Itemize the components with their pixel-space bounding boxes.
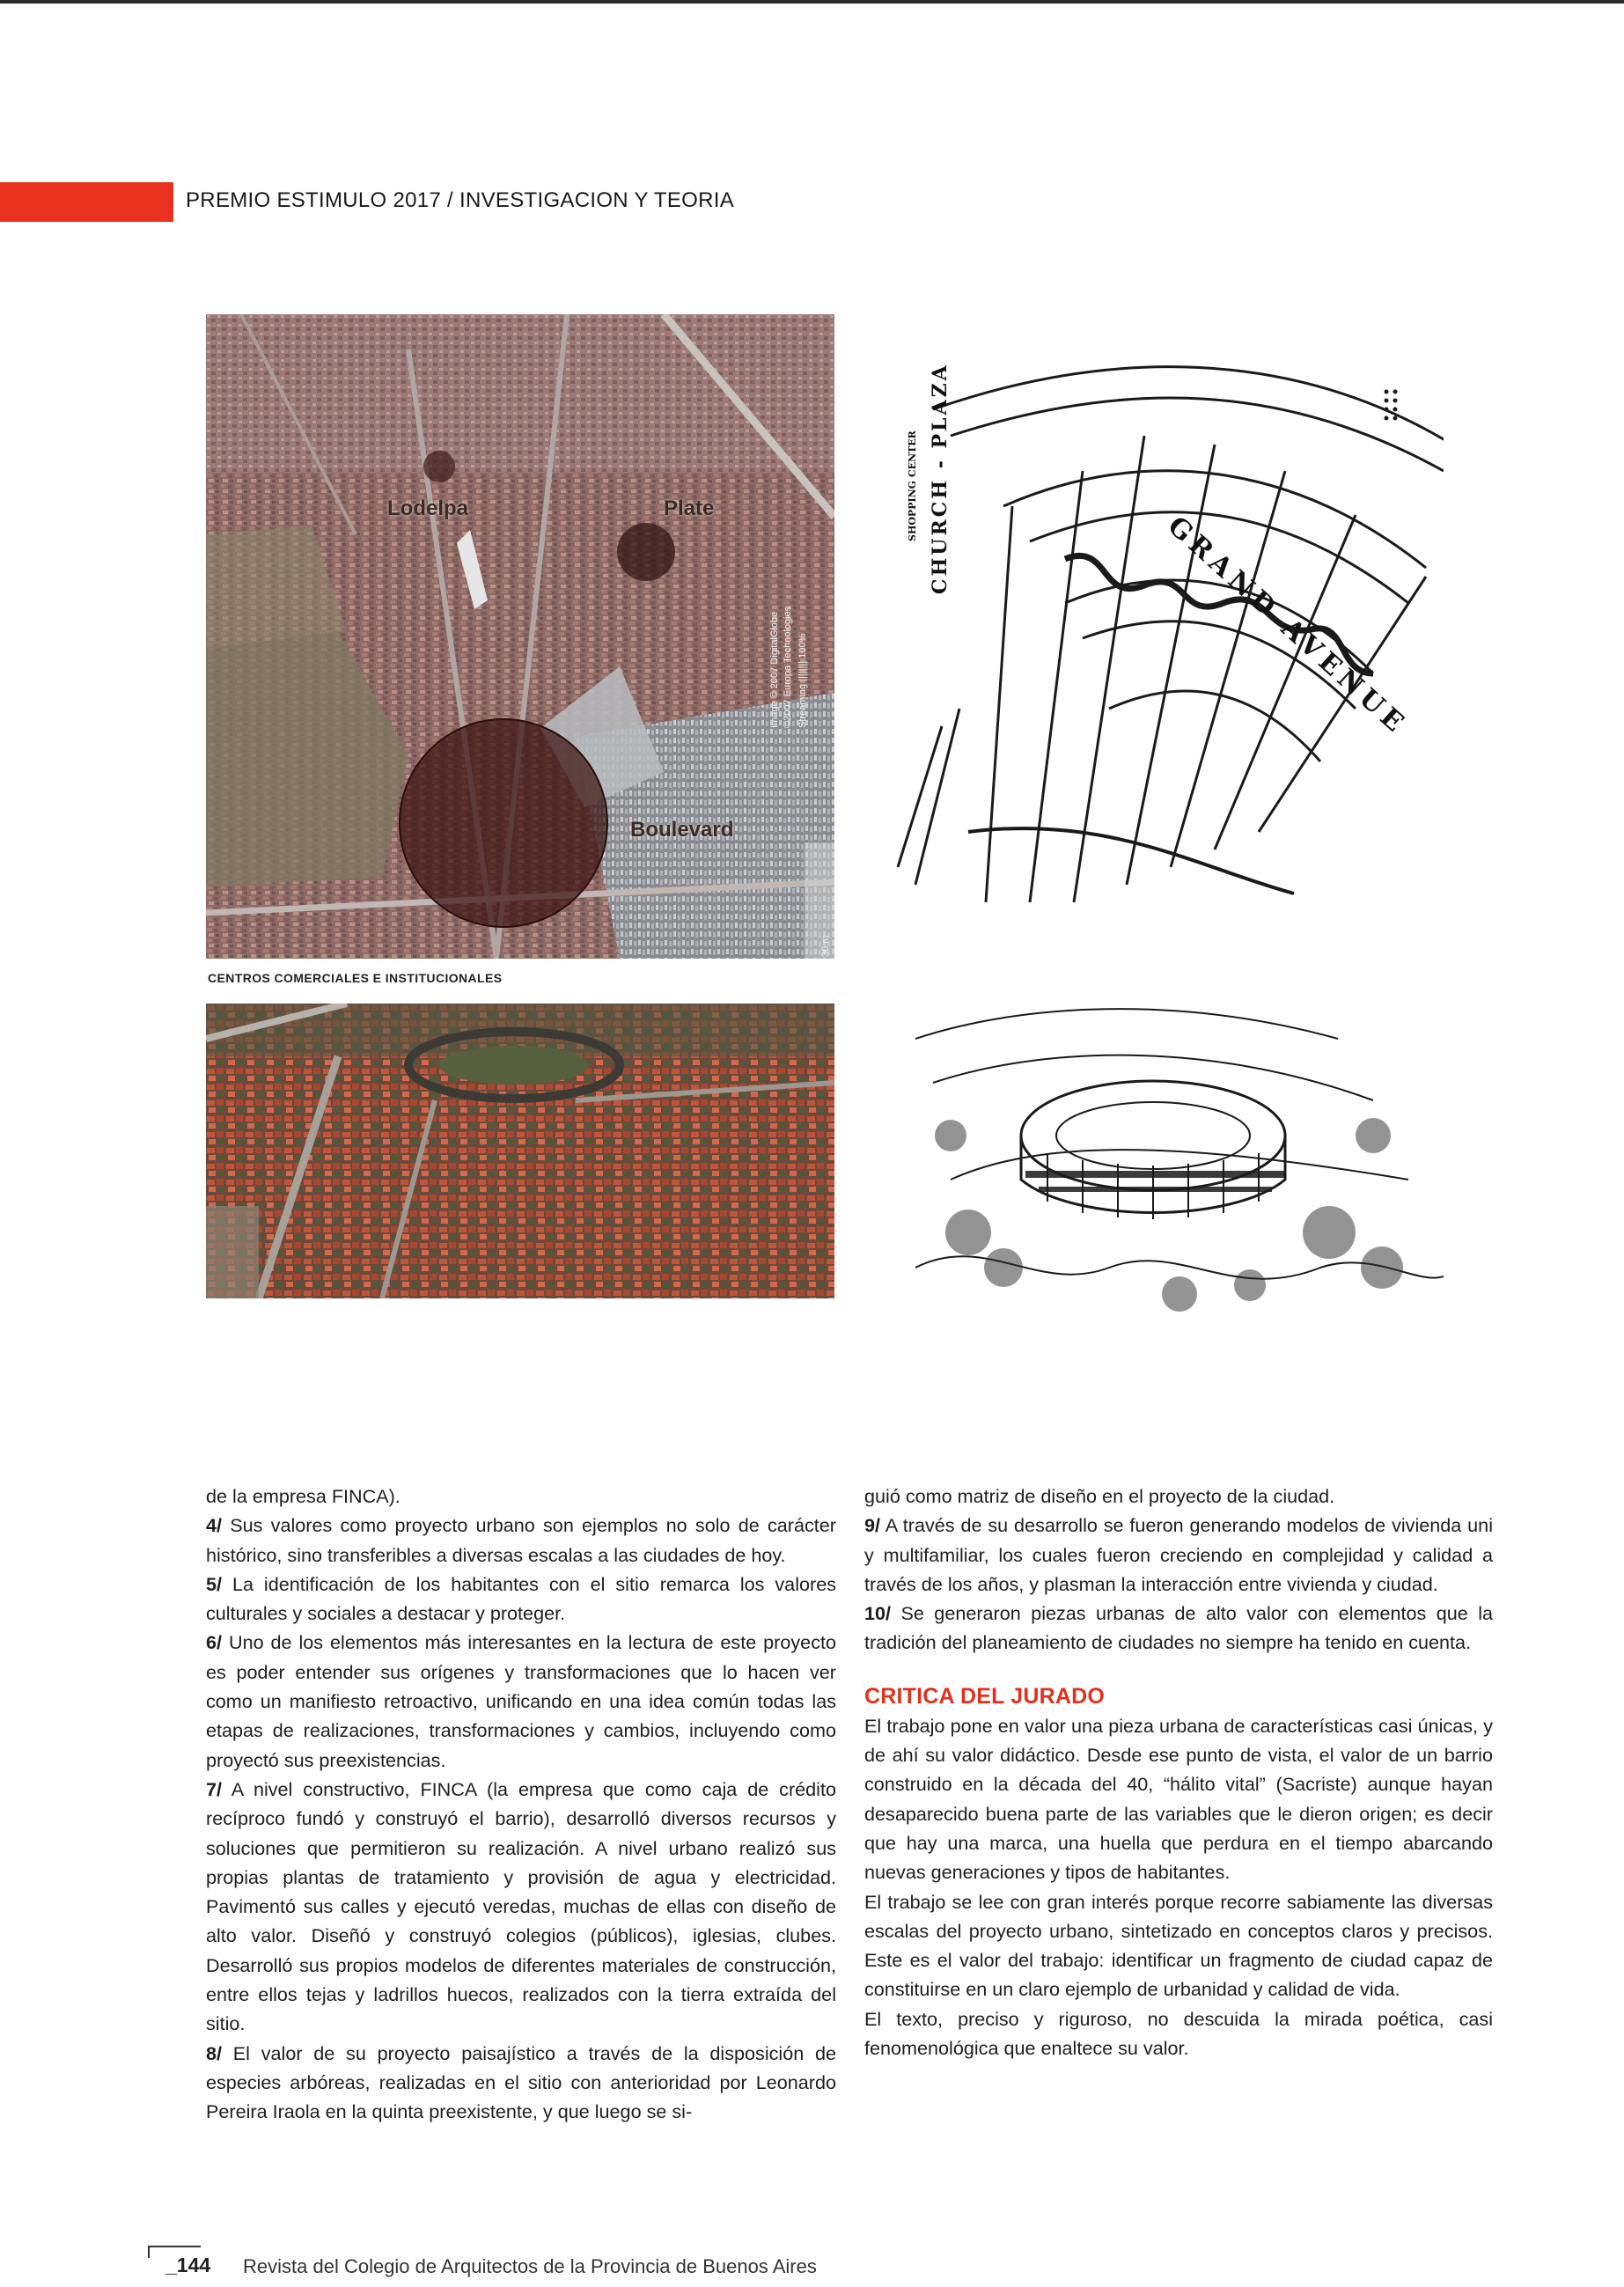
item-number: 7/ <box>206 1777 223 1800</box>
folio-tick <box>148 2246 150 2258</box>
paragraph-item-7 <box>206 1775 836 2039</box>
aerial-oblique-image <box>206 1004 834 1298</box>
folio-rule <box>148 2246 201 2247</box>
plan-sketch <box>880 339 1444 920</box>
perspective-sketch <box>915 1004 1444 1329</box>
map-scale: 30 m <box>820 935 831 957</box>
paragraph-left-0 <box>206 1482 836 1511</box>
item-number: 6/ <box>206 1631 223 1654</box>
aerial-oblique-photo <box>206 1004 834 1298</box>
journal-name: Revista del Colegio de Arquitectos de la Provincia de Buenos Aires <box>243 2255 817 2277</box>
item-text: A través de su desarrollo se fueron generando modelos de vivienda uni y multifamiliar, los cuales fueron creciendo en complejidad y calidad a través de los años, y plasman la interacción entre vivienda y ciudad. <box>864 1514 1493 1595</box>
item-text: Sus valores como proyecto urbano son ejemplos no solo de carácter histórico, sino transferibles a diversas escalas a las ciudades de hoy. <box>206 1514 836 1566</box>
plan-label-shopping-center: SHOPPING CENTER <box>907 430 918 541</box>
item-number: 8/ <box>206 2041 223 2064</box>
item-number: 10/ <box>864 1602 892 1625</box>
figure-caption: CENTROS COMERCIALES E INSTITUCIONALES <box>208 971 503 985</box>
map-label-plate: Plate <box>664 496 715 520</box>
paragraph-item-10 <box>864 1599 1493 1658</box>
paragraph-item-4 <box>206 1511 836 1570</box>
section-header: PREMIO ESTIMULO 2017 / INVESTIGACION Y TEORIA <box>186 188 735 212</box>
map-credit-image: Image © 2007 DigitalGlobe <box>769 611 780 728</box>
page-top-rule <box>0 0 1624 4</box>
item-text: A nivel constructivo, FINCA (la empresa que como caja de crédito recíproco fundó y construyó el barrio), desarrolló diversos recursos y soluciones que permitieron su realización. A nivel urbano realizó sus propias plantas de tratamiento y provisión de agua y electricidad. Pavimentó sus calles y ejecutó veredas, muchas de ellas con diseño de alto valor. Diseñó y construyó colegios (públicos), iglesias, clubes. Desarrolló sus propios modelos de diferentes materiales de construcción, entre ellos tejas y ladrillos huecos, realizados con la tierra extraída del sitio. <box>206 1777 836 2035</box>
body-column-right <box>864 1482 1493 2063</box>
paragraph-right-0 <box>864 1482 1493 1511</box>
paragraph-item-8 <box>206 2039 836 2127</box>
paragraph-item-5 <box>206 1570 836 1629</box>
item-text: Se generaron piezas urbanas de alto valor con elementos que la tradición del planeamiento de ciudades no siempre ha tenido en cuenta. <box>864 1602 1493 1654</box>
perspective-sketch-drawing <box>915 1004 1444 1329</box>
jury-paragraph: El trabajo se lee con gran interés porque recorre sabiamente las diversas escalas del proyecto urbano, sintetizado en conceptos claros y precisos. Este es el valor del trabajo: identificar un fragmento de ciudad capaz de constituirse en un claro ejemplo de urbanidad y calidad de vida. <box>864 1890 1493 2001</box>
jury-paragraph: El texto, preciso y riguroso, no descuida la mirada poética, casi fenomenológica que enaltece su valor. <box>864 2007 1493 2060</box>
map-credit-europa: ©2007 Europa Technologies <box>783 606 793 728</box>
item-text: Uno de los elementos más interesantes en la lectura de este proyecto es poder entender sus orígenes y transformaciones que lo hacen ver como un manifiesto retroactivo, unificando en una idea común todas las etapas de realizaciones, transformaciones y cambios, incluyendo como proyectó sus preexistencias. <box>206 1631 836 1771</box>
jury-paragraph: El trabajo pone en valor una pieza urbana de características casi únicas, y de ahí su valor didáctico. Desde ese punto de vista, el valor de un barrio construido en la década del 40, “hálito vital” (Sacriste) aunque hayan desaparecido buena parte de las variables que le dieron origen; es decir que hay una marca, una huella que perdura en el tiempo abarcando nuevas generaciones y tipos de habitantes. <box>864 1714 1493 1884</box>
page-number: _144 <box>165 2254 211 2276</box>
jury-critique-title: CRITICA DEL JURADO <box>864 1683 1106 1709</box>
map-credit-streaming: Streaming |||||||| 100% <box>797 633 808 728</box>
item-text: La identificación de los habitantes con el sitio remarca los valores culturales y sociales a destacar y proteger. <box>206 1572 836 1625</box>
item-number: 5/ <box>206 1572 223 1595</box>
aerial-map-image <box>206 314 834 959</box>
item-number: 9/ <box>864 1514 881 1537</box>
item-number: 4/ <box>206 1514 223 1537</box>
body-column-left <box>206 1482 836 2127</box>
paragraph-item-6 <box>206 1628 836 1774</box>
map-label-lodelpa: Lodelpa <box>387 496 469 520</box>
plan-label-grand-avenue: GRAND AVENUE <box>1161 510 1414 742</box>
paragraph-item-9 <box>864 1511 1493 1599</box>
plan-label-church-plaza: CHURCH - PLAZA <box>929 363 952 594</box>
plan-sketch-drawing <box>880 339 1444 920</box>
aerial-map-photo <box>206 314 834 959</box>
section-accent-bar <box>0 182 173 222</box>
item-text: de la empresa FINCA). <box>206 1485 400 1507</box>
map-label-boulevard: Boulevard <box>630 818 734 842</box>
item-text: guió como matriz de diseño en el proyecto de la ciudad. <box>864 1485 1335 1507</box>
item-text: El valor de su proyecto paisajístico a través de la disposición de especies arbóreas, realizadas en el sitio con anterioridad por Leonardo Pereira Iraola en la quinta preexistente, y que luego se si- <box>206 2041 837 2123</box>
